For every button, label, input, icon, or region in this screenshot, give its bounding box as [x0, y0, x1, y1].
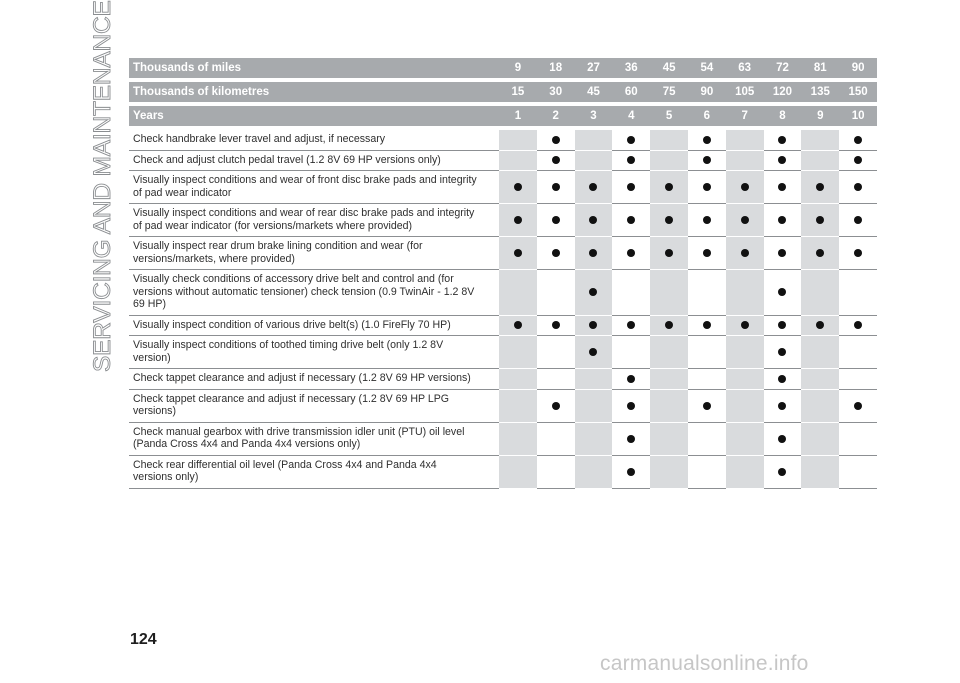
- schedule-cell: [688, 336, 726, 369]
- scheduled-dot-icon: [816, 216, 824, 224]
- schedule-cell: [650, 423, 688, 456]
- header-value: 81: [801, 58, 839, 82]
- schedule-cell: [575, 130, 613, 151]
- header-row: [129, 106, 877, 130]
- schedule-cell: [688, 237, 726, 270]
- schedule-cell: [499, 336, 537, 369]
- table-row: [129, 171, 877, 204]
- schedule-cell: [688, 316, 726, 337]
- scheduled-dot-icon: [665, 216, 673, 224]
- schedule-cell: [764, 423, 802, 456]
- schedule-cell: [612, 204, 650, 237]
- schedule-cell: [801, 369, 839, 390]
- operation-description: Visually inspect rear drum brake lining condition and wear (for versions/markets, where provided): [129, 237, 499, 270]
- schedule-cell: [801, 204, 839, 237]
- header-row: [129, 82, 877, 106]
- scheduled-dot-icon: [627, 183, 635, 191]
- schedule-cell: [764, 456, 802, 489]
- schedule-cell: [801, 456, 839, 489]
- scheduled-dot-icon: [854, 183, 862, 191]
- table-row: [129, 336, 877, 369]
- header-value: 135: [801, 82, 839, 106]
- schedule-cell: [764, 270, 802, 316]
- schedule-cell: [726, 390, 764, 423]
- schedule-cell: [537, 237, 575, 270]
- scheduled-dot-icon: [854, 321, 862, 329]
- scheduled-dot-icon: [741, 183, 749, 191]
- scheduled-dot-icon: [665, 321, 673, 329]
- schedule-cell: [839, 204, 877, 237]
- operation-description: Visually inspect conditions of toothed timing drive belt (only 1.2 8V version): [129, 336, 499, 369]
- schedule-cell: [726, 336, 764, 369]
- schedule-cell: [650, 204, 688, 237]
- schedule-cell: [650, 237, 688, 270]
- schedule-cell: [575, 369, 613, 390]
- schedule-cell: [537, 270, 575, 316]
- header-value: 2: [537, 106, 575, 130]
- schedule-cell: [499, 369, 537, 390]
- schedule-cell: [575, 423, 613, 456]
- header-value: 6: [688, 106, 726, 130]
- operation-description: Visually inspect conditions and wear of front disc brake pads and integrity of pad wear indicator: [129, 171, 499, 204]
- schedule-cell: [612, 336, 650, 369]
- schedule-cell: [499, 270, 537, 316]
- operation-description: Check tappet clearance and adjust if necessary (1.2 8V 69 HP LPG versions): [129, 390, 499, 423]
- schedule-cell: [688, 171, 726, 204]
- schedule-cell: [537, 456, 575, 489]
- schedule-cell: [726, 456, 764, 489]
- schedule-cell: [612, 369, 650, 390]
- scheduled-dot-icon: [703, 216, 711, 224]
- schedule-cell: [499, 204, 537, 237]
- schedule-cell: [537, 369, 575, 390]
- schedule-cell: [612, 456, 650, 489]
- schedule-cell: [575, 151, 613, 172]
- table-row: [129, 151, 877, 172]
- scheduled-dot-icon: [778, 375, 786, 383]
- header-value: 45: [650, 58, 688, 82]
- schedule-cell: [537, 130, 575, 151]
- schedule-cell: [726, 369, 764, 390]
- schedule-cell: [499, 151, 537, 172]
- scheduled-dot-icon: [816, 321, 824, 329]
- header-value: 1: [499, 106, 537, 130]
- schedule-cell: [650, 456, 688, 489]
- schedule-cell: [688, 130, 726, 151]
- schedule-cell: [575, 204, 613, 237]
- scheduled-dot-icon: [778, 321, 786, 329]
- header-value: 5: [650, 106, 688, 130]
- scheduled-dot-icon: [514, 216, 522, 224]
- scheduled-dot-icon: [589, 348, 597, 356]
- scheduled-dot-icon: [778, 468, 786, 476]
- schedule-cell: [801, 390, 839, 423]
- scheduled-dot-icon: [703, 183, 711, 191]
- scheduled-dot-icon: [778, 288, 786, 296]
- schedule-cell: [650, 369, 688, 390]
- scheduled-dot-icon: [778, 136, 786, 144]
- schedule-cell: [839, 369, 877, 390]
- schedule-cell: [612, 423, 650, 456]
- maintenance-schedule-table: [129, 58, 877, 489]
- schedule-cell: [764, 237, 802, 270]
- schedule-cell: [537, 423, 575, 456]
- schedule-cell: [801, 171, 839, 204]
- scheduled-dot-icon: [627, 216, 635, 224]
- scheduled-dot-icon: [552, 216, 560, 224]
- schedule-cell: [537, 316, 575, 337]
- scheduled-dot-icon: [703, 321, 711, 329]
- scheduled-dot-icon: [778, 183, 786, 191]
- schedule-cell: [726, 237, 764, 270]
- schedule-cell: [499, 130, 537, 151]
- scheduled-dot-icon: [741, 216, 749, 224]
- operation-description: Visually inspect condition of various drive belt(s) (1.0 FireFly 70 HP): [129, 316, 499, 337]
- schedule-cell: [612, 270, 650, 316]
- schedule-cell: [575, 390, 613, 423]
- schedule-cell: [726, 423, 764, 456]
- scheduled-dot-icon: [552, 136, 560, 144]
- scheduled-dot-icon: [854, 402, 862, 410]
- scheduled-dot-icon: [552, 321, 560, 329]
- schedule-cell: [764, 336, 802, 369]
- scheduled-dot-icon: [627, 468, 635, 476]
- scheduled-dot-icon: [703, 249, 711, 257]
- scheduled-dot-icon: [589, 321, 597, 329]
- table-row: [129, 369, 877, 390]
- scheduled-dot-icon: [778, 216, 786, 224]
- schedule-cell: [764, 171, 802, 204]
- schedule-cell: [537, 151, 575, 172]
- scheduled-dot-icon: [627, 249, 635, 257]
- header-value: 18: [537, 58, 575, 82]
- schedule-cell: [764, 369, 802, 390]
- schedule-cell: [688, 390, 726, 423]
- scheduled-dot-icon: [589, 249, 597, 257]
- header-value: 90: [688, 82, 726, 106]
- schedule-cell: [650, 151, 688, 172]
- schedule-cell: [839, 456, 877, 489]
- table-row: [129, 390, 877, 423]
- header-value: 8: [764, 106, 802, 130]
- schedule-cell: [801, 237, 839, 270]
- header-value: 15: [499, 82, 537, 106]
- schedule-cell: [726, 270, 764, 316]
- schedule-cell: [575, 237, 613, 270]
- schedule-cell: [650, 270, 688, 316]
- schedule-cell: [839, 423, 877, 456]
- schedule-cell: [650, 336, 688, 369]
- schedule-cell: [499, 423, 537, 456]
- scheduled-dot-icon: [816, 249, 824, 257]
- schedule-cell: [688, 270, 726, 316]
- schedule-cell: [839, 316, 877, 337]
- schedule-cell: [801, 336, 839, 369]
- schedule-cell: [688, 456, 726, 489]
- schedule-cell: [764, 316, 802, 337]
- schedule-cell: [801, 130, 839, 151]
- schedule-cell: [764, 390, 802, 423]
- scheduled-dot-icon: [552, 183, 560, 191]
- section-title: [86, 0, 116, 372]
- scheduled-dot-icon: [665, 249, 673, 257]
- scheduled-dot-icon: [741, 321, 749, 329]
- table-row: [129, 456, 877, 489]
- scheduled-dot-icon: [703, 402, 711, 410]
- operation-description: Check rear differential oil level (Panda Cross 4x4 and Panda 4x4 versions only): [129, 456, 499, 489]
- scheduled-dot-icon: [552, 249, 560, 257]
- schedule-cell: [575, 316, 613, 337]
- schedule-cell: [612, 171, 650, 204]
- schedule-cell: [839, 130, 877, 151]
- scheduled-dot-icon: [741, 249, 749, 257]
- schedule-cell: [650, 316, 688, 337]
- schedule-cell: [801, 270, 839, 316]
- schedule-cell: [499, 171, 537, 204]
- table-row: [129, 204, 877, 237]
- schedule-cell: [650, 171, 688, 204]
- scheduled-dot-icon: [627, 156, 635, 164]
- header-value: 120: [764, 82, 802, 106]
- header-value: 105: [726, 82, 764, 106]
- scheduled-dot-icon: [514, 183, 522, 191]
- table-row: [129, 270, 877, 316]
- scheduled-dot-icon: [627, 375, 635, 383]
- schedule-cell: [537, 390, 575, 423]
- schedule-cell: [499, 390, 537, 423]
- schedule-cell: [801, 316, 839, 337]
- header-value: 27: [575, 58, 613, 82]
- header-label: Thousands of miles: [129, 58, 499, 82]
- header-row: [129, 58, 877, 82]
- schedule-cell: [688, 423, 726, 456]
- watermark: carmanualsonline.info: [600, 652, 809, 675]
- schedule-cell: [801, 151, 839, 172]
- schedule-cell: [764, 130, 802, 151]
- schedule-cell: [726, 204, 764, 237]
- header-value: 36: [612, 58, 650, 82]
- scheduled-dot-icon: [627, 136, 635, 144]
- scheduled-dot-icon: [778, 435, 786, 443]
- scheduled-dot-icon: [854, 156, 862, 164]
- schedule-cell: [612, 316, 650, 337]
- scheduled-dot-icon: [854, 136, 862, 144]
- schedule-cell: [499, 456, 537, 489]
- scheduled-dot-icon: [778, 402, 786, 410]
- header-label: Years: [129, 106, 499, 130]
- schedule-cell: [839, 237, 877, 270]
- schedule-cell: [688, 369, 726, 390]
- schedule-cell: [650, 390, 688, 423]
- table-row: [129, 237, 877, 270]
- schedule-cell: [801, 423, 839, 456]
- scheduled-dot-icon: [703, 136, 711, 144]
- table-row: [129, 316, 877, 337]
- scheduled-dot-icon: [854, 216, 862, 224]
- scheduled-dot-icon: [778, 348, 786, 356]
- header-value: 63: [726, 58, 764, 82]
- scheduled-dot-icon: [854, 249, 862, 257]
- schedule-cell: [537, 171, 575, 204]
- schedule-cell: [612, 130, 650, 151]
- scheduled-dot-icon: [552, 402, 560, 410]
- schedule-cell: [688, 151, 726, 172]
- schedule-cell: [575, 171, 613, 204]
- header-value: 3: [575, 106, 613, 130]
- schedule-cell: [650, 130, 688, 151]
- scheduled-dot-icon: [665, 183, 673, 191]
- schedule-cell: [839, 171, 877, 204]
- schedule-cell: [499, 316, 537, 337]
- scheduled-dot-icon: [514, 249, 522, 257]
- header-value: 60: [612, 82, 650, 106]
- schedule-cell: [612, 151, 650, 172]
- scheduled-dot-icon: [627, 402, 635, 410]
- scheduled-dot-icon: [589, 216, 597, 224]
- schedule-cell: [575, 456, 613, 489]
- scheduled-dot-icon: [627, 321, 635, 329]
- schedule-cell: [537, 336, 575, 369]
- operation-description: Check tappet clearance and adjust if necessary (1.2 8V 69 HP versions): [129, 369, 499, 390]
- schedule-cell: [764, 204, 802, 237]
- schedule-cell: [839, 336, 877, 369]
- header-value: 9: [499, 58, 537, 82]
- page-number: 124: [130, 631, 157, 648]
- schedule-cell: [839, 270, 877, 316]
- schedule-cell: [726, 130, 764, 151]
- header-value: 45: [575, 82, 613, 106]
- schedule-body: [129, 130, 877, 489]
- scheduled-dot-icon: [589, 183, 597, 191]
- scheduled-dot-icon: [816, 183, 824, 191]
- schedule-cell: [612, 390, 650, 423]
- schedule-cell: [537, 204, 575, 237]
- header-value: 10: [839, 106, 877, 130]
- schedule-cell: [764, 151, 802, 172]
- operation-description: Visually inspect conditions and wear of rear disc brake pads and integrity of pad wear indicator (for versions/markets where provided): [129, 204, 499, 237]
- scheduled-dot-icon: [552, 156, 560, 164]
- operation-description: Visually check conditions of accessory drive belt and control and (for versions without automatic tensioner) check tension (0.9 TwinAir - 1.2 8V 69 HP): [129, 270, 499, 316]
- scheduled-dot-icon: [778, 156, 786, 164]
- table-row: [129, 130, 877, 151]
- scheduled-dot-icon: [703, 156, 711, 164]
- scheduled-dot-icon: [627, 435, 635, 443]
- schedule-cell: [688, 204, 726, 237]
- header-value: 54: [688, 58, 726, 82]
- schedule-header: [129, 58, 877, 130]
- scheduled-dot-icon: [514, 321, 522, 329]
- schedule-cell: [575, 270, 613, 316]
- header-value: 7: [726, 106, 764, 130]
- operation-description: Check manual gearbox with drive transmission idler unit (PTU) oil level (Panda Cross 4x4 and Panda 4x4 versions only): [129, 423, 499, 456]
- header-value: 9: [801, 106, 839, 130]
- header-value: 90: [839, 58, 877, 82]
- operation-description: Check handbrake lever travel and adjust, if necessary: [129, 130, 499, 151]
- header-value: 75: [650, 82, 688, 106]
- header-label: Thousands of kilometres: [129, 82, 499, 106]
- schedule-cell: [726, 316, 764, 337]
- table-row: [129, 423, 877, 456]
- operation-description: Check and adjust clutch pedal travel (1.2 8V 69 HP versions only): [129, 151, 499, 172]
- schedule-cell: [839, 390, 877, 423]
- scheduled-dot-icon: [589, 288, 597, 296]
- header-value: 150: [839, 82, 877, 106]
- schedule-cell: [575, 336, 613, 369]
- header-value: 72: [764, 58, 802, 82]
- header-value: 4: [612, 106, 650, 130]
- section-title-text: SERVICING AND MAINTENANCE: [89, 0, 116, 372]
- schedule-cell: [839, 151, 877, 172]
- schedule-cell: [612, 237, 650, 270]
- scheduled-dot-icon: [778, 249, 786, 257]
- schedule-cell: [499, 237, 537, 270]
- schedule-cell: [726, 151, 764, 172]
- header-value: 30: [537, 82, 575, 106]
- schedule-cell: [726, 171, 764, 204]
